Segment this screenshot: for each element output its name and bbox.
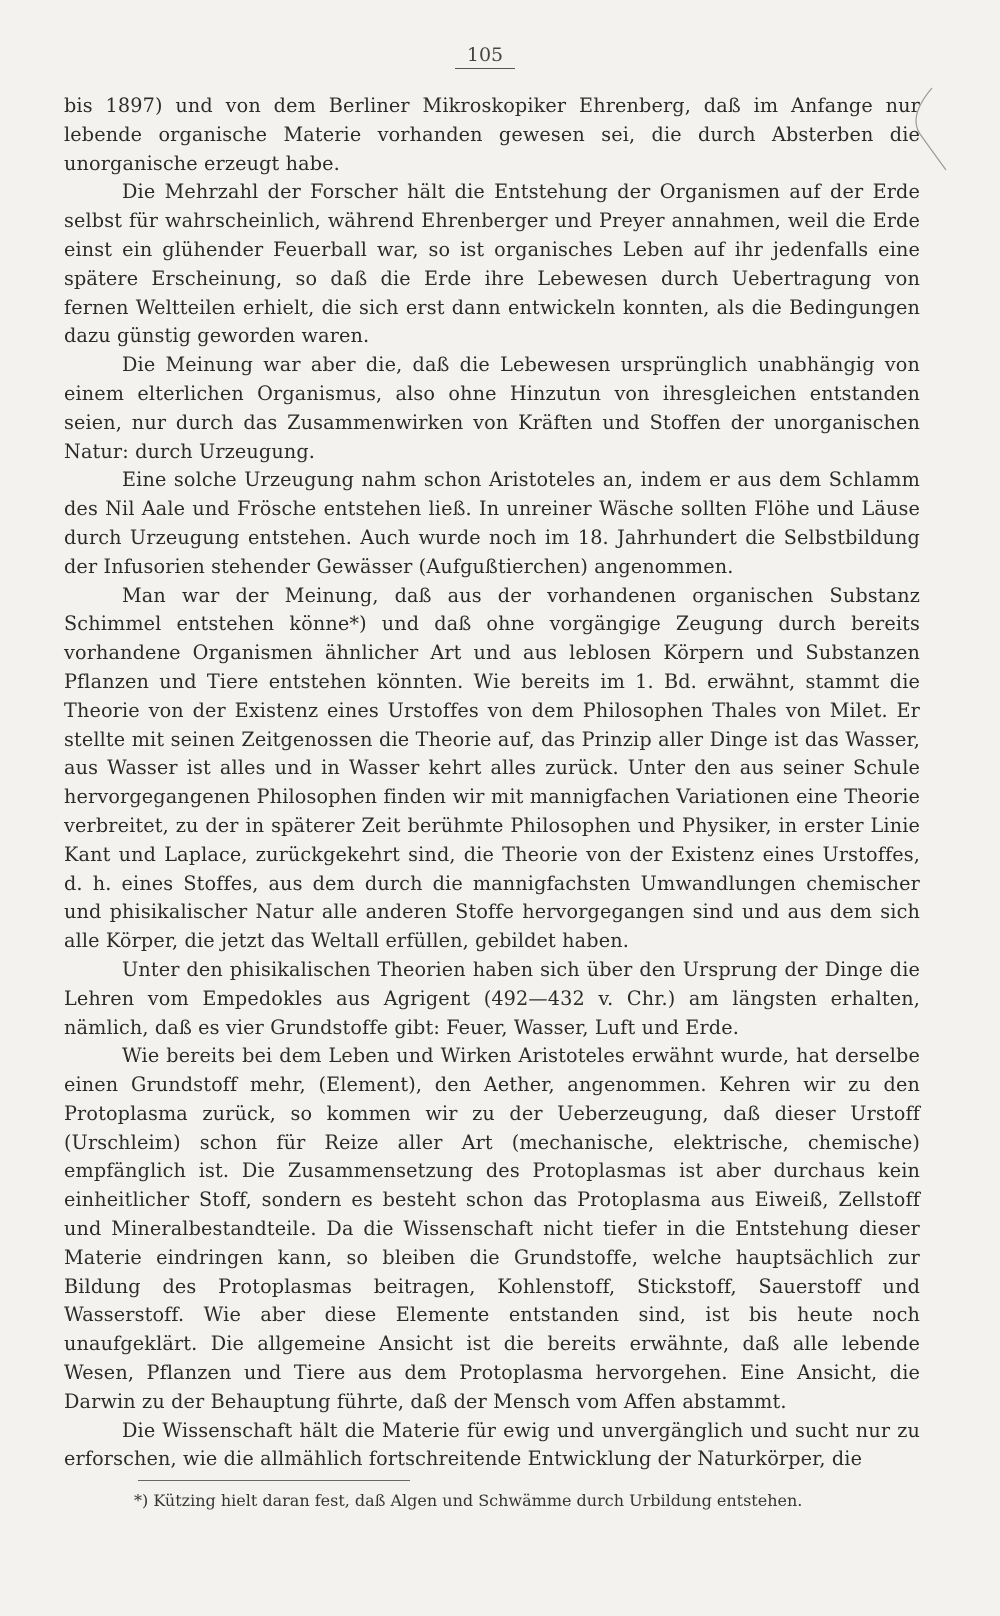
paragraph: Die Wissenschaft hält die Materie für ewig und unvergänglich und sucht nur zu erforschen, wie die allmählich fortschreitende Entwicklung der Naturkörper, die [64, 1418, 920, 1471]
paragraph: Man war der Meinung, daß aus der vorhandenen organischen Substanz Schimmel entstehen könne*) und daß ohne vorgängige Zeugung durch bereits vorhandene Organismen ähnlicher Art und aus leblosen Körpern und Substanzen Pflanzen und Tiere entstehen könnten. Wie bereits im 1. Bd. erwähnt, stammt die Theorie von der Existenz eines Urstoffes von dem Philosophen Thales von Milet. Er stellte mit seinen Zeitgenossen die Theorie auf, das Prinzip aller Dinge ist das Wasser, aus Wasser ist alles und in Wasser kehrt alles zurück. Unter den aus seiner Schule hervorgegangenen Philosophen finden wir mit mannigfachen Variationen eine Theorie verbreitet, zu der in späterer Zeit berühmte Philosophen und Physiker, in erster Linie Kant und Laplace, zurückgekehrt sind, die Theorie von der Existenz eines Urstoffes, d. h. eines Stoffes, aus dem durch die mannigfachsten Umwandlungen chemischer und phisikalischer Natur alle anderen Stoffe hervorgegangen sind und aus dem sich alle Körper, die jetzt das Weltall erfüllen, gebildet haben. [64, 583, 920, 953]
paragraph: Unter den phisikalischen Theorien haben sich über den Ursprung der Dinge die Lehren vom Empedokles aus Agrigent (492—432 v. Chr.) am längsten erhalten, nämlich, daß es vier Grundstoffe gibt: Feuer, Wasser, Luft und Erde. [64, 957, 920, 1039]
paragraph: Eine solche Urzeugung nahm schon Aristoteles an, indem er aus dem Schlamm des Nil Aale und Frösche entstehen ließ. In unreiner Wäsche sollten Flöhe und Läuse durch Urzeugung entstehen. Auch wurde noch im 18. Jahrhundert die Selbstbildung der Infusorien stehender Gewässer (Aufgußtierchen) angenommen. [64, 468, 920, 578]
paragraph: bis 1897) und von dem Berliner Mikroskopiker Ehrenberg, daß im Anfange nur lebende organische Materie vorhanden gewesen sei, die durch Absterben die unorganische erzeugt habe. [64, 94, 920, 175]
paragraph: Wie bereits bei dem Leben und Wirken Aristoteles erwähnt wurde, hat derselbe einen Grundstoff mehr, (Element), den Aether, angenommen. Kehren wir zu den Protoplasma zurück, so kommen wir zu der Ueberzeugung, daß dieser Urstoff (Urschleim) schon für Reize aller Art (mechanische, elektrische, chemische) empfänglich ist. Die Zusammensetzung des Protoplasmas ist aber durchaus kein einheitlicher Stoff, sondern es besteht schon das Protoplasma aus Eiweiß, Zellstoff und Mineralbestandteile. Da die Wissenschaft nicht tiefer in die Entstehung dieser Materie eindringen kann, so bleiben die Grundstoffe, welche hauptsächlich zur Bildung des Protoplasmas beitragen, Kohlenstoff, Stickstoff, Sauerstoff und Wasserstoff. Wie aber diese Elemente entstanden sind, ist bis heute noch unaufgeklärt. Die allgemeine Ansicht ist die bereits erwähnte, daß alle lebende Wesen, Pflanzen und Tiere aus dem Protoplasma hervorgehen. Eine Ansicht, die Darwin zu der Behauptung führte, daß der Mensch vom Affen abstammt. [64, 1044, 920, 1413]
paragraph: Die Mehrzahl der Forscher hält die Entstehung der Organismen auf der Erde selbst für wahrscheinlich, während Ehrenberger und Preyer annahmen, weil die Erde einst ein glühender Feuerball war, so ist organisches Leben auf ihr jedenfalls eine spätere Erscheinung, so daß die Erde ihre Lebewesen durch Uebertragung von fernen Weltteilen erhielt, die sich erst dann entwickeln konnten, als die Bedingungen dazu günstig geworden waren. [64, 180, 920, 348]
page-number: 105 [455, 44, 515, 69]
footnote: *) Kützing hielt daran fest, daß Algen und Schwämme durch Urbildung entstehen. [134, 1491, 803, 1510]
paragraph: Die Meinung war aber die, daß die Lebewesen ursprünglich unabhängig von einem elterlichen Organismus, also ohne Hinzutun von ihresgleichen entstanden seien, nur durch das Zusammenwirken von Kräften und Stoffen der unorganischen Natur: durch Urzeugung. [64, 353, 920, 463]
footnote-divider [138, 1480, 410, 1481]
body-text [64, 92, 920, 1474]
